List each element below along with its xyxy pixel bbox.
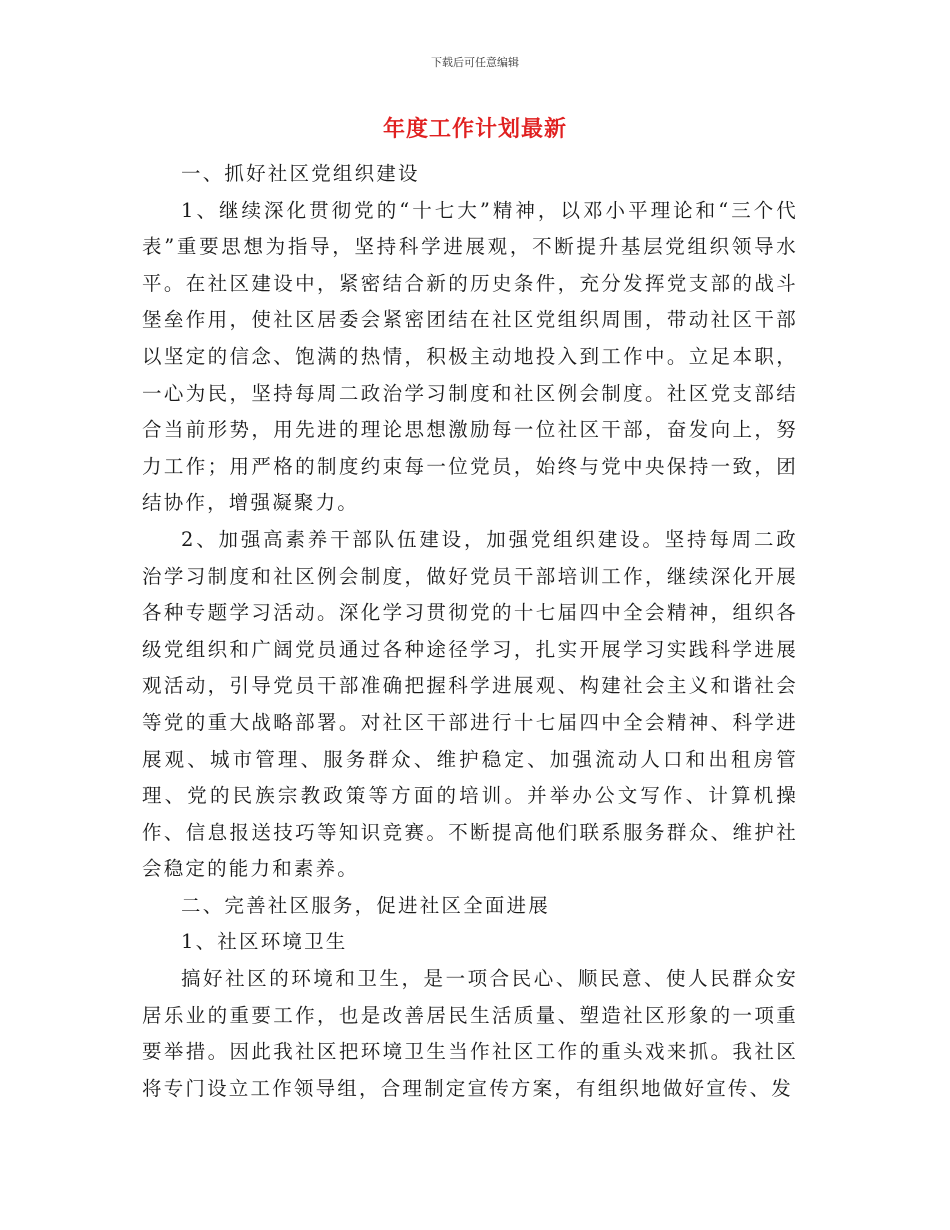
body-paragraph: 1、继续深化贯彻党的“十七大”精神，以邓小平理论和“三个代表”重要思想为指导，坚持科学进展观，不断提升基层党组织领导水平。在社区建设中，紧密结合新的历史条件，充分发挥党支部的战斗堡垒作用，使社区居委会紧密团结在社区党组织周围，带动社区干部以坚定的信念、饱满的热情，积极主动地投入到工作中。立足本职，一心为民，坚持每周二政治学习制度和社区例会制度。社区党支部结合当前形势，用先进的理论思想激励每一位社区干部，奋发向上，努力工作；用严格的制度约束每一位党员，始终与党中央保持一致，团结协作，增强凝聚力。 [142,198,798,515]
section-heading: 一、抓好社区党组织建设 [181,162,420,185]
subsection-heading: 1、社区环境卫生 [181,930,348,954]
document-title: 年度工作计划最新 [382,117,567,142]
header-note: 下载后可任意编辑 [431,56,519,69]
section-heading: 二、完善社区服务，促进社区全面进展 [181,893,550,917]
body-paragraph: 2、加强高素养干部队伍建设，加强党组织建设。坚持每周二政治学习制度和社区例会制度，做好党员干部培训工作，继续深化开展各种专题学习活动。深化学习贯彻党的十七届四中全会精神，组织各级党组织和广阔党员通过各种途径学习，扎实开展学习实践科学进展观活动，引导党员干部准确把握科学进展观、构建社会主义和谐社会等党的重大战略部署。对社区干部进行十七届四中全会精神、科学进展观、城市管理、服务群众、维护稳定、加强流动人口和出租房管理、党的民族宗教政策等方面的培训。并举办公文写作、计算机操作、信息报送技巧等知识竞赛。不断提高他们联系服务群众、维护社会稳定的能力和素养。 [142,527,798,881]
document-body [142,156,798,1107]
body-paragraph: 搞好社区的环境和卫生，是一项合民心、顺民意、使人民群众安居乐业的重要工作，也是改善居民生活质量、塑造社区形象的一项重要举措。因此我社区把环境卫生当作社区工作的重头戏来抓。我社区将专门设立工作领导组，合理制定宣传方案，有组织地做好宣传、发 [142,967,798,1100]
